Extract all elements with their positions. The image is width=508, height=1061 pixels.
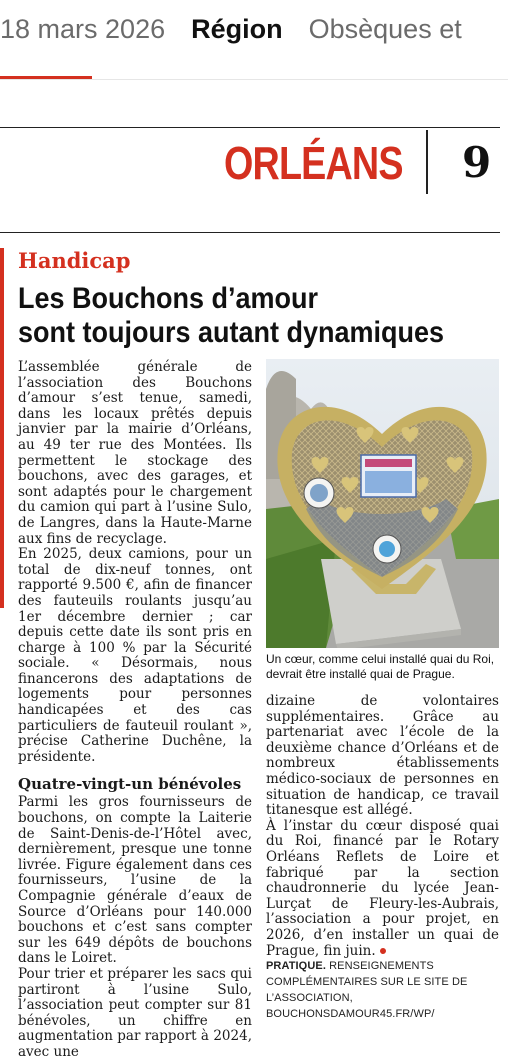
paragraph-3: Parmi les gros fournisseurs de bouchons, on compte la Laiterie de Saint-Denis-de-l’Hôtel avec, dernièrement, presque une tonne livrée. Figure également dans ces fournisseurs, l’usine de la Compagnie générale d’eaux de Source d’Orléans pour 140.000 bouchons et c’est sans compter sur les 649 dépôts de bouchons dans le Loiret.: [18, 794, 252, 967]
page-number: 9: [462, 138, 492, 187]
article-accent-bar: [0, 248, 4, 608]
headline-line-1: Les Bouchons d’amour: [18, 282, 319, 315]
header-rule-top: [0, 127, 500, 128]
practical-label: PRATIQUE.: [266, 960, 326, 972]
photo-caption: Un cœur, comme celui installé quai du Roi, devrait être installé quai de Prague.: [266, 652, 495, 681]
header-separator: [426, 130, 428, 194]
nav-divider: [0, 79, 508, 80]
section-title: ORLÉANS: [224, 137, 403, 189]
paragraph-2: En 2025, deux camions, pour un total de dix-neuf tonnes, ont rapporté 9.500 €, afin de financer des fauteuils roulants jusqu’au 1er décembre dernier ; car depuis cette date ils sont pris en charge à 100 % par la Sécurité sociale. « Désormais, nous financerons des adaptations de logements pour personnes handicapées et des cas particuliers de fauteuil roulant », précise Catherine Duchêne, la présidente.: [18, 546, 252, 765]
tab-date[interactable]: 18 mars 2026: [0, 14, 166, 44]
heart-sculpture-image: [266, 359, 499, 648]
article-column-left: [18, 360, 252, 1061]
paragraph-5: dizaine de volontaires supplémentaires. Grâce au partenariat avec l’école de la deuxième chance d’Orléans et de nombreux établissements médico-sociaux de personnes en situation de handicap, ce travail titanesque est allégé.: [266, 693, 499, 819]
article-photo: [266, 359, 499, 648]
paragraph-6: [266, 819, 499, 959]
paragraph-4: Pour trier et préparer les sacs qui partiront à l’usine Sulo, l’association peut compter sur 81 bénévoles, un chiffre en augmentation par rapport à 2024, avec une: [18, 965, 252, 1060]
article-headline: [18, 282, 486, 350]
tab-region[interactable]: Région: [191, 14, 283, 44]
practical-text: RENSEIGNEMENTS COMPLÉMENTAIRES SUR LE SITE DE L’ASSOCIATION, BOUCHONSDAMOUR45.FR/WP/: [266, 960, 468, 1020]
article-column-right: [266, 694, 499, 959]
article-subhead: Quatre-vingt-un bénévoles: [18, 775, 242, 794]
header-rule-bottom: [0, 232, 500, 233]
article-kicker: Handicap: [18, 248, 131, 273]
headline-line-2: sont toujours autant dynamiques: [18, 316, 445, 349]
practical-info: [266, 958, 502, 1022]
paragraph-6-text: À l’instar du cœur disposé quai du Roi, financé par le Rotary Orléans Reflets de Loire et fabriqué par la section chaudronnerie du lycée Jean-Lurçat de Fleury-les-Aubrais, l’association a pour projet, en 2026, d’en installer un quai de Prague, fin juin.: [266, 817, 499, 959]
nav-tabs: [0, 14, 488, 45]
top-nav: [0, 0, 508, 78]
paragraph-1: L’assemblée générale de l’association des Bouchons d’amour s’est tenue, samedi, dans les locaux prêtés depuis janvier par la mairie d’Orléans, au 49 ter rue des Montées. Ils permettent le stockage des bouchons, avec des garages, et sont adaptés pour le chargement du camion qui part à l’usine Sulo, de Langres, dans la Haute-Marne aux fins de recyclage.: [18, 359, 252, 547]
end-mark-icon: [380, 948, 386, 954]
tab-obseques[interactable]: Obsèques et: [308, 14, 462, 44]
